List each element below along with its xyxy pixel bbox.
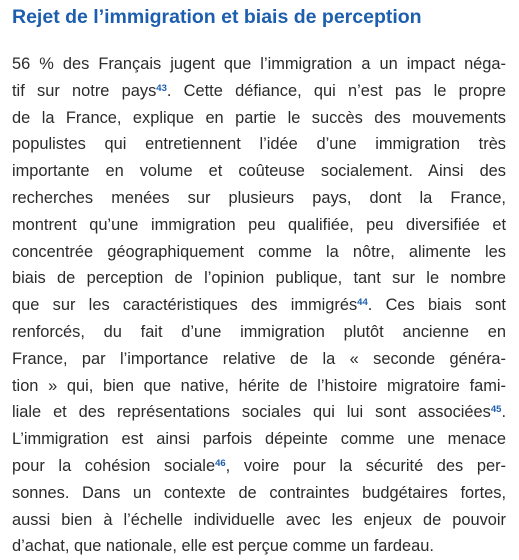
line-text: 56 % des Français jugent que l’immigration a un impact néga- (12, 55, 506, 73)
body-paragraph (12, 51, 506, 560)
line-text: recherches menées sur plusieurs pays, dont la France, (12, 188, 506, 207)
section-heading: Rejet de l’immigration et biais de perception (12, 6, 422, 28)
footnote-ref[interactable]: 43 (156, 82, 167, 94)
line-text-continued: . Cette défiance, qui n’est pas le propre (166, 81, 506, 100)
text-line (12, 319, 506, 346)
text-line (12, 51, 506, 78)
footnote-ref[interactable]: 44 (357, 297, 368, 309)
text-line (12, 373, 506, 400)
line-text: que sur les caractéristiques des immigrés (12, 296, 358, 315)
line-text: liale et des représentations sociales qui lui sont associées (12, 403, 491, 422)
text-line (12, 399, 506, 426)
text-line (12, 346, 506, 373)
line-text: populistes qui entretiennent l’idée d’une immigration très (12, 135, 506, 154)
line-text: tif sur notre pays (12, 81, 157, 100)
line-text: d’achat, que nationale, elle est perçue comme un fardeau. (12, 537, 434, 556)
text-line (12, 78, 506, 105)
line-text: importante en volume et coûteuse socialement. Ainsi des (12, 162, 506, 181)
text-line (12, 426, 506, 453)
text-line (12, 507, 506, 534)
text-line (12, 292, 506, 319)
line-text: biais de perception de l’opinion publique, tant sur le nombre (12, 269, 506, 288)
line-text: L’immigration est ainsi parfois dépeinte comme une menace (12, 430, 506, 449)
text-line (12, 533, 506, 560)
line-text-continued: , voire pour la sécurité des per- (225, 456, 507, 475)
text-line (12, 131, 506, 158)
line-text-continued: . (501, 403, 506, 422)
line-text: sonnes. Dans un contexte de contraintes budgétaires fortes, (12, 483, 506, 502)
footnote-ref[interactable]: 46 (215, 457, 226, 469)
line-text-continued: . Ces biais sont (367, 296, 506, 315)
text-line (12, 105, 506, 132)
line-text: renforcés, du fait d’une immigration plutôt ancienne en (12, 322, 506, 341)
line-text: aussi bien à l’échelle individuelle avec les enjeux de pouvoir (12, 510, 506, 529)
line-text: France, par l’importance relative de la « seconde généra- (12, 349, 506, 368)
text-line (12, 480, 506, 507)
footnote-ref[interactable]: 45 (490, 404, 502, 416)
text-line (12, 158, 506, 185)
text-line (12, 239, 506, 266)
line-text: tion » qui, bien que native, hérite de l’histoire migratoire fami- (12, 376, 506, 395)
line-text: de la France, explique en partie le succès des mouvements (12, 108, 506, 127)
line-text: montrent qu’une immigration peu qualifiée, peu diversifiée et (12, 215, 506, 234)
text-line (12, 212, 506, 239)
text-line (12, 185, 506, 212)
text-line (12, 265, 506, 292)
line-text: pour la cohésion sociale (12, 456, 216, 475)
line-text: concentrée géographiquement comme la nôtre, alimente les (12, 242, 506, 261)
text-line (12, 453, 506, 480)
